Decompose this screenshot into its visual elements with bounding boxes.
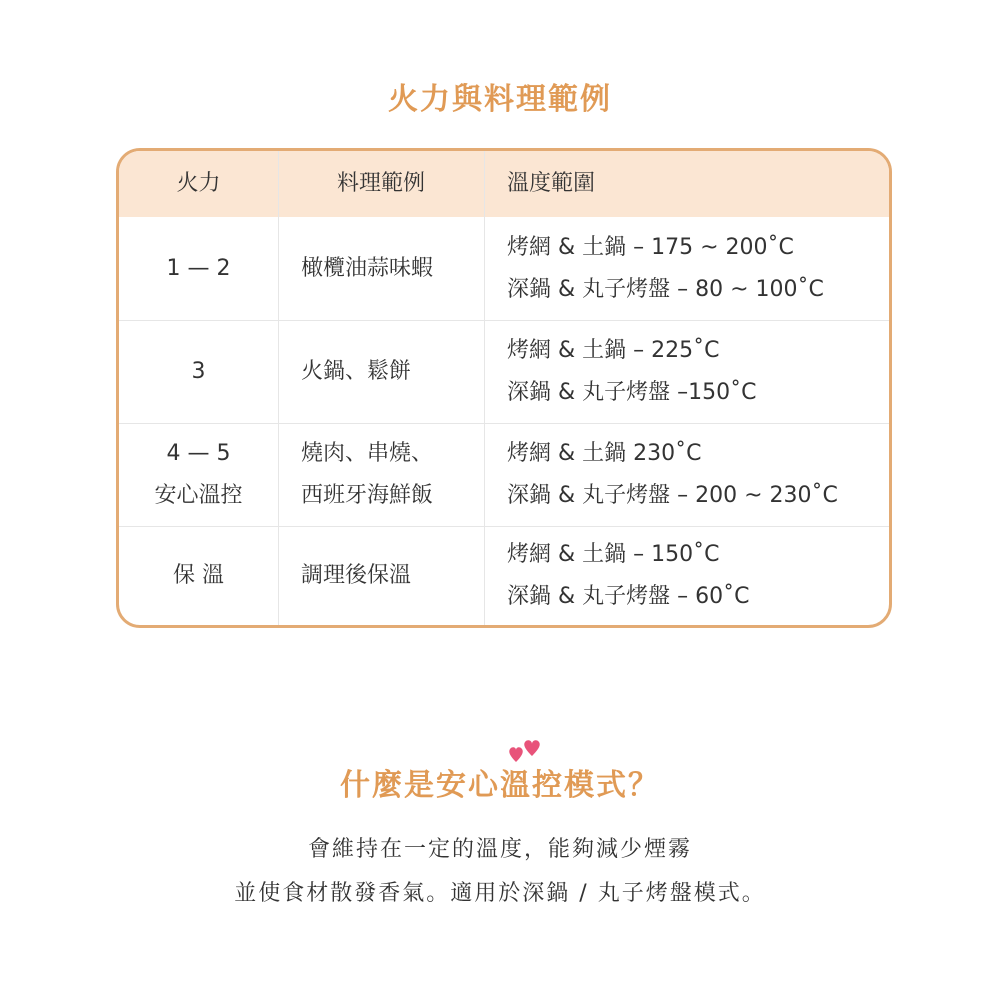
temperature-line: 深鍋 & 丸子烤盤 –150˚C <box>507 380 757 405</box>
section-title: 什麼是安心溫控模式？ <box>340 768 660 803</box>
heat-level-cell <box>119 527 279 625</box>
heat-level-text: 安心溫控 <box>154 483 243 508</box>
header-cooking-example: 料理範例 <box>279 151 485 217</box>
heat-level-text: 保 溫 <box>173 563 224 588</box>
cooking-example-cell <box>279 424 485 526</box>
temperature-range-cell <box>485 527 889 625</box>
temperature-range-cell <box>485 321 889 423</box>
heat-level-table <box>116 148 892 628</box>
temperature-line: 烤網 & 土鍋 – 225˚C <box>507 338 720 363</box>
description-line: 並使食材散發香氣。適用於深鍋 / 丸子烤盤模式。 <box>234 881 766 906</box>
table-row <box>119 423 889 526</box>
temperature-line: 烤網 & 土鍋 230˚C <box>507 441 702 466</box>
temperature-line: 深鍋 & 丸子烤盤 – 200 ~ 230˚C <box>507 483 838 508</box>
heat-level-text: 3 <box>191 359 206 384</box>
temperature-range-cell <box>485 424 889 526</box>
page-title: 火力與料理範例 <box>388 82 612 117</box>
heat-level-text: 4 — 5 <box>166 441 231 466</box>
cooking-example-text: 火鍋、鬆餅 <box>301 359 412 384</box>
table-row <box>119 526 889 625</box>
temperature-range-cell <box>485 217 889 320</box>
cooking-example-cell <box>279 527 485 625</box>
header-heat-level: 火力 <box>119 151 279 217</box>
temperature-line: 烤網 & 土鍋 – 150˚C <box>507 542 720 567</box>
heat-level-cell <box>119 321 279 423</box>
table-header-row <box>119 151 889 217</box>
cooking-example-cell <box>279 217 485 320</box>
cooking-example-text: 調理後保溫 <box>301 563 412 588</box>
cooking-example-cell <box>279 321 485 423</box>
heat-level-cell <box>119 424 279 526</box>
table-row <box>119 217 889 320</box>
temperature-line: 深鍋 & 丸子烤盤 – 60˚C <box>507 584 750 609</box>
heat-level-cell <box>119 217 279 320</box>
heat-level-text: 1 — 2 <box>166 255 231 281</box>
cooking-example-text: 橄欖油蒜味蝦 <box>301 255 434 281</box>
header-temperature-range: 溫度範圍 <box>507 171 596 196</box>
cooking-example-text: 西班牙海鮮飯 <box>301 483 434 508</box>
temperature-line: 深鍋 & 丸子烤盤 – 80 ~ 100˚C <box>507 276 824 302</box>
temperature-line: 烤網 & 土鍋 – 175 ~ 200˚C <box>507 234 794 260</box>
heart-large-icon <box>524 740 539 756</box>
table-row <box>119 320 889 423</box>
description-line: 會維持在一定的溫度，能夠減少煙霧 <box>307 837 692 862</box>
cooking-example-text: 燒肉、串燒、 <box>301 441 434 466</box>
